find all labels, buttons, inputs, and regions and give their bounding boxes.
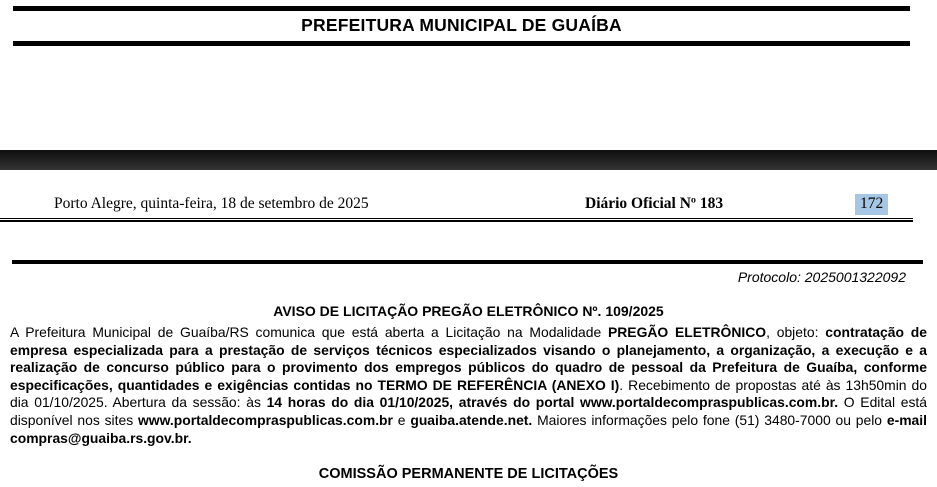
body-segment: guaiba.atende.net.: [410, 411, 533, 428]
signature-line: COMISSÃO PERMANENTE DE LICITAÇÕES: [318, 466, 619, 482]
notice-body: [10, 324, 927, 447]
body-segment: e: [392, 411, 411, 428]
masthead-divider: [0, 218, 913, 222]
municipality-title: PREFEITURA MUNICIPAL DE GUAÍBA: [301, 15, 622, 35]
body-segment: Maiores informações pelo fone (51) 3480-7000 ou pelo: [532, 411, 887, 428]
body-segment: A Prefeitura Municipal de Guaíba/RS comunica que está aberta a Licitação na Modalidade: [10, 324, 609, 340]
edition-label: Diário Oficial Nº 183: [585, 195, 724, 212]
body-segment: 14 horas do dia 01/10/2025, através do portal www.portaldecompraspublicas.com.br.: [266, 394, 839, 411]
body-segment: contratação de empresa especializada para a prestação de serviços técnicos especializados visando o planejamento, a organização, a execução e a realização de concurso público para o provimento dos empregos públicos do quadro de pessoal da Prefeitura de Guaíba, conforme especificações, quantidades e exigências contidas no TERMO DE REFERÊNCIA (ANEXO I): [10, 324, 927, 393]
page-number-highlighted: 172: [855, 194, 888, 215]
dateline-row: [0, 193, 915, 217]
section-divider: [12, 260, 923, 264]
dateline-text: Porto Alegre, quinta-feira, 18 de setembro de 2025: [54, 195, 369, 212]
body-segment: www.portaldecompraspublicas.com.br: [137, 411, 393, 428]
body-segment: . Recebimento de propostas até às 13h50min do dia 01/10/2025. Abertura da sessão: às: [10, 376, 927, 411]
body-segment: PREGÃO ELETRÔNICO: [608, 324, 767, 340]
newspaper-masthead: [13, 6, 910, 46]
protocol-label: Protocolo: 2025001322092: [737, 269, 906, 285]
body-segment: e-mail compras@guaiba.rs.gov.br.: [10, 411, 928, 446]
body-segment: O Edital está disponível nos sites: [10, 394, 927, 428]
body-segment: , objeto:: [766, 324, 826, 340]
notice-title: AVISO DE LICITAÇÃO PREGÃO ELETRÔNICO Nº. 109/2025: [273, 303, 664, 319]
dark-separator-band: [0, 150, 937, 170]
